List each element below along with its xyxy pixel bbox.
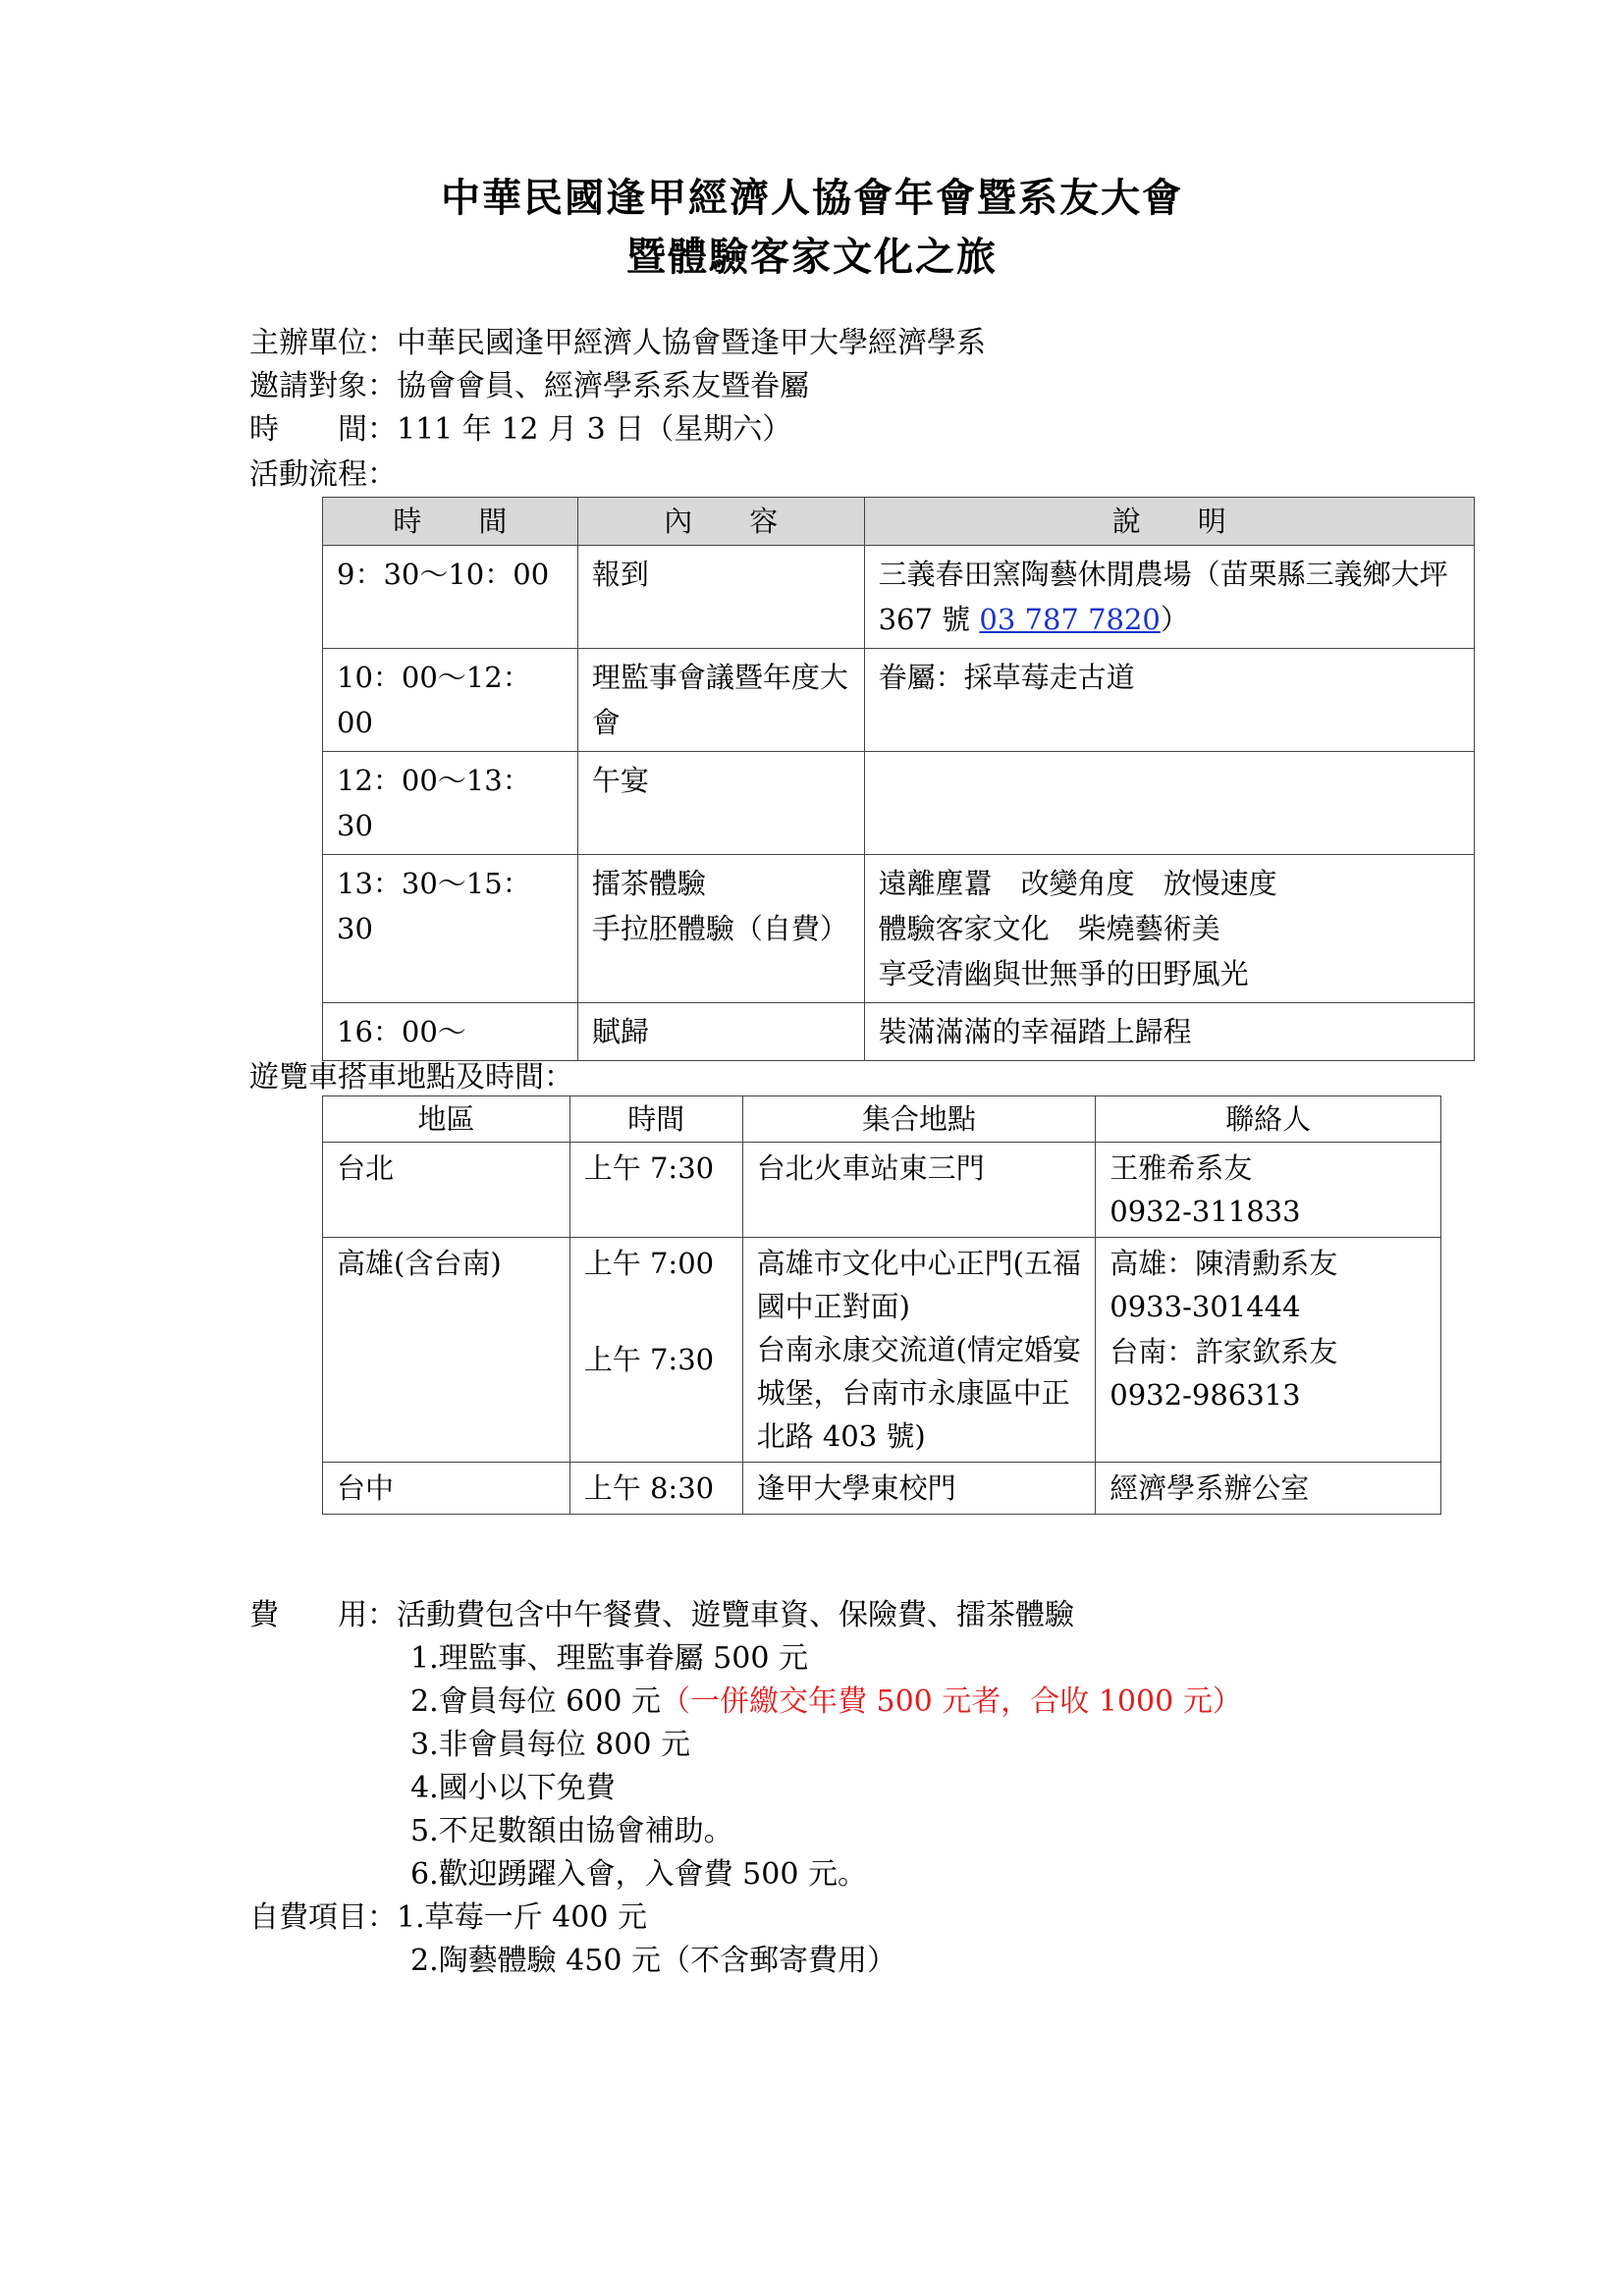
- bus-area: 高雄(含台南): [323, 1238, 570, 1463]
- bus-row: [323, 1463, 1441, 1515]
- schedule-time: 12：00～13：30: [323, 752, 578, 855]
- fee-item-note: （一併繳交年費 500 元者，合收 1000 元）: [660, 1684, 1242, 1719]
- schedule-header-time: 時 間: [323, 498, 578, 546]
- bus-time: 上午 7:30: [569, 1143, 742, 1238]
- bus-place-line: 台南永康交流道(情定婚宴城堡，台南市永康區中正北路 403 號): [756, 1333, 1081, 1453]
- organizer-label: 主辦單位：: [249, 326, 397, 360]
- schedule-content-line: 擂茶體驗: [591, 867, 706, 900]
- schedule-desc-line: 遠離塵囂 改變角度 放慢速度: [878, 867, 1277, 900]
- bus-header-area: 地區: [323, 1096, 570, 1143]
- invitee-value: 協會會員、經濟學系系友暨眷屬: [397, 369, 809, 403]
- bus-area: 台北: [323, 1143, 570, 1238]
- schedule-row: [323, 855, 1475, 1003]
- fee-item: [410, 1677, 1242, 1720]
- schedule-content-line: 手拉胚體驗（自費）: [591, 912, 848, 945]
- bus-label: 遊覽車搭車地點及時間：: [249, 1060, 573, 1095]
- schedule-header-content: 內 容: [577, 498, 864, 546]
- self-pay-item: 2.陶藝體驗 450 元（不含郵寄費用）: [410, 1944, 896, 1978]
- schedule-desc: [864, 752, 1474, 855]
- bus-row: [323, 1143, 1441, 1238]
- contact-name: 台南：許家欽系友: [1110, 1335, 1338, 1368]
- bus-place-line: 高雄市文化中心正門(五福國中正對面): [756, 1247, 1081, 1323]
- schedule-row: [323, 649, 1475, 752]
- flow-label: 活動流程：: [249, 457, 397, 492]
- fee-item: 1.理監事、理監事眷屬 500 元: [410, 1641, 808, 1676]
- bus-row: [323, 1238, 1441, 1463]
- invitee-label: 邀請對象：: [249, 369, 397, 403]
- fee-item: 4.國小以下免費: [410, 1771, 616, 1805]
- schedule-time: 10：00～12：00: [323, 649, 578, 752]
- schedule-row: [323, 752, 1475, 855]
- contact-name: 王雅希系友: [1110, 1151, 1253, 1185]
- schedule-desc: [864, 546, 1474, 649]
- contact-name: 高雄：陳清勳系友: [1110, 1247, 1338, 1280]
- fee-item-text: 2.會員每位 600 元: [410, 1684, 661, 1719]
- schedule-content: [577, 855, 864, 1003]
- fee-item: 5.不足數額由協會補助。: [410, 1814, 733, 1848]
- bus-time: [569, 1238, 742, 1463]
- bus-place: 台北火車站東三門: [742, 1143, 1096, 1238]
- schedule-desc: 眷屬：採草莓走古道: [864, 649, 1474, 752]
- doc-title-line1: 中華民國逢甲經濟人協會年會暨系友大會: [441, 176, 1183, 221]
- schedule-table: [322, 497, 1475, 1061]
- bus-contact: 經濟學系辦公室: [1096, 1463, 1441, 1515]
- bus-contact: [1096, 1143, 1441, 1238]
- organizer-value: 中華民國逢甲經濟人協會暨逢甲大學經濟學系: [397, 326, 986, 360]
- bus-time-line: 上午 7:30: [583, 1343, 715, 1376]
- time-value: 111 年 12 月 3 日（星期六）: [397, 412, 792, 447]
- schedule-content: 賦歸: [577, 1003, 864, 1061]
- schedule-desc: 裝滿滿滿的幸福踏上歸程: [864, 1003, 1474, 1061]
- invitee-line: [249, 361, 809, 404]
- self-pay-label: 自費項目：: [249, 1900, 397, 1935]
- schedule-header-row: [323, 498, 1475, 546]
- bus-time: 上午 8:30: [569, 1463, 742, 1515]
- schedule-desc-text: 三義春田窯陶藝休閒農場（苗栗縣三義鄉大坪 367 號: [878, 558, 1448, 636]
- schedule-content: 理監事會議暨年度大會: [577, 649, 864, 752]
- schedule-header-desc: 說 明: [864, 498, 1474, 546]
- schedule-desc-line: 享受清幽與世無爭的田野風光: [878, 957, 1249, 990]
- bus-place: 逢甲大學東校門: [742, 1463, 1096, 1515]
- fee-intro: 活動費包含中午餐費、遊覽車資、保險費、擂茶體驗: [397, 1598, 1074, 1632]
- bus-place: [742, 1238, 1096, 1463]
- fee-item: 6.歡迎踴躍入會，入會費 500 元。: [410, 1857, 867, 1892]
- contact-phone: 0932-311833: [1110, 1195, 1301, 1228]
- schedule-desc-close: ）: [1160, 603, 1189, 636]
- phone-link[interactable]: 03 787 7820: [979, 603, 1161, 636]
- fee-line: [249, 1590, 1074, 1633]
- schedule-content: 午宴: [577, 752, 864, 855]
- self-pay-line: [249, 1893, 647, 1936]
- bus-header-time: 時間: [569, 1096, 742, 1143]
- bus-header-contact: 聯絡人: [1096, 1096, 1441, 1143]
- bus-area: 台中: [323, 1463, 570, 1515]
- organizer-line: [249, 318, 986, 361]
- schedule-time: 16：00～: [323, 1003, 578, 1061]
- schedule-desc: [864, 855, 1474, 1003]
- fee-label: 費 用：: [249, 1598, 397, 1632]
- schedule-time: 9：30～10：00: [323, 546, 578, 649]
- schedule-content: 報到: [577, 546, 864, 649]
- bus-table: [322, 1095, 1441, 1515]
- schedule-desc-line: 體驗客家文化 柴燒藝術美: [878, 912, 1220, 945]
- bus-header-place: 集合地點: [742, 1096, 1096, 1143]
- schedule-row: [323, 546, 1475, 649]
- bus-time-line: 上午 7:00: [583, 1247, 715, 1280]
- bus-header-row: [323, 1096, 1441, 1143]
- time-label: 時 間：: [249, 412, 397, 447]
- contact-phone: 0933-301444: [1110, 1290, 1301, 1323]
- contact-phone: 0932-986313: [1110, 1378, 1301, 1412]
- doc-title-line2: 暨體驗客家文化之旅: [626, 235, 998, 280]
- schedule-time: 13：30～15：30: [323, 855, 578, 1003]
- self-pay-item: 1.草莓一斤 400 元: [397, 1900, 647, 1935]
- time-line: [249, 404, 791, 448]
- bus-contact: [1096, 1238, 1441, 1463]
- fee-item: 3.非會員每位 800 元: [410, 1728, 690, 1762]
